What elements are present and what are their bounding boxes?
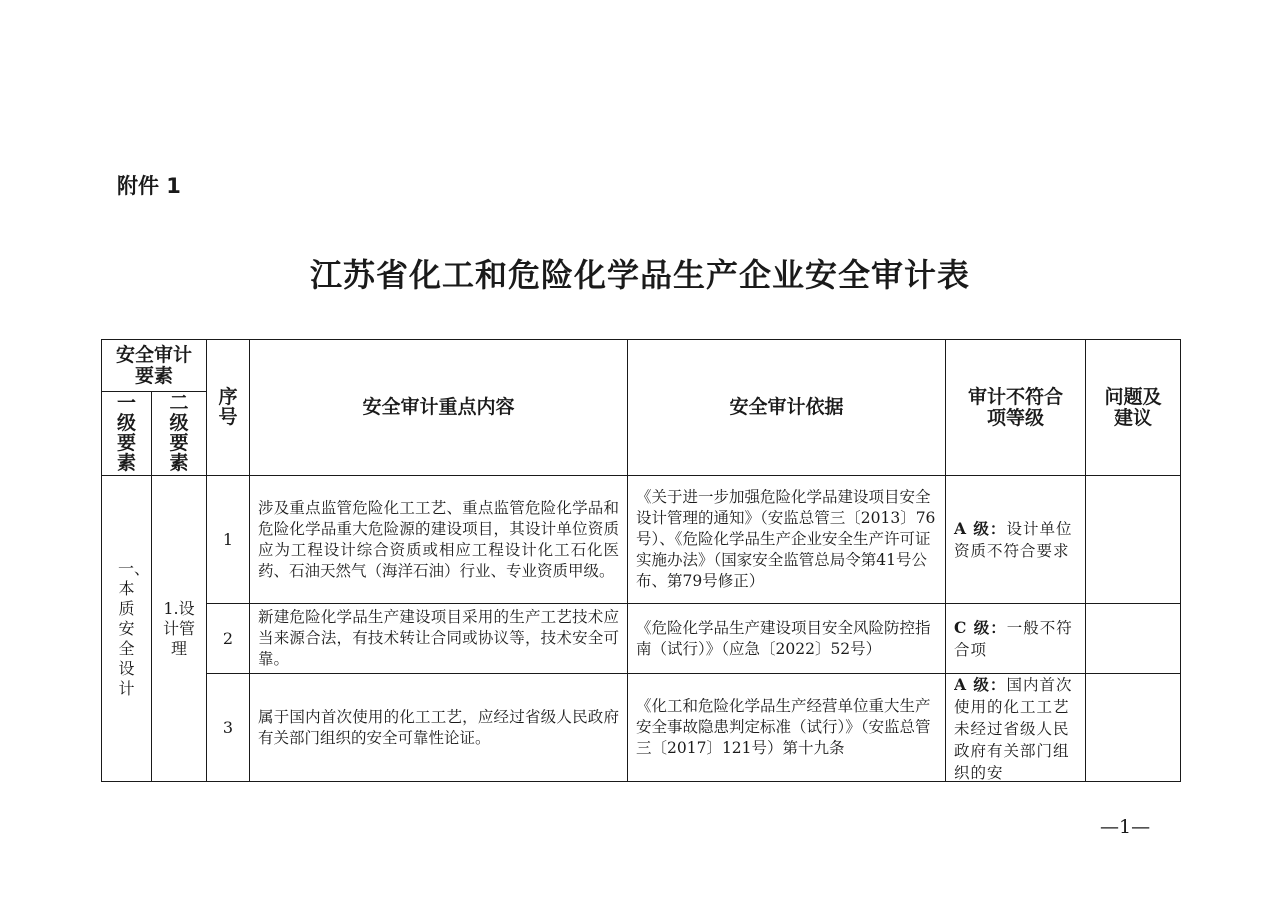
issues-cell [1086, 604, 1181, 674]
basis-cell: 《化工和危险化学品生产经营单位重大生产安全事故隐患判定标准（试行）》（安监总管三〔2017〕121号）第十九条 [628, 674, 946, 782]
grade-text: 一般不符合项 [954, 618, 1073, 659]
grade-label: A 级： [954, 675, 1007, 694]
basis-cell: 《危险化学品生产建设项目安全风险防控指南（试行）》（应急〔2022〕52号） [628, 604, 946, 674]
content-cell: 涉及重点监管危险化工工艺、重点监管危险化学品和危险化学品重大危险源的建设项目，其设计单位资质应为工程设计综合资质或相应工程设计化工石化医药、石油天然气（海洋石油）行业、专业资质甲级。 [250, 476, 628, 604]
header-level1: 一级要素 [102, 392, 152, 476]
header-seq: 序号 [207, 340, 250, 476]
document-title: 江苏省化工和危险化学品生产企业安全审计表 [309, 256, 970, 294]
seq-cell: 3 [207, 674, 250, 782]
issues-cell [1086, 674, 1181, 782]
grade-text: 国内首次使用的化工工艺未经过省级人民政府有关部门组织的安 [954, 676, 1073, 780]
table-row [102, 604, 1181, 674]
seq-cell: 1 [207, 476, 250, 604]
header-grade: 审计不符合项等级 [946, 340, 1086, 476]
header-basis: 安全审计依据 [628, 340, 946, 476]
content-cell: 属于国内首次使用的化工工艺，应经过省级人民政府有关部门组织的安全可靠性论证。 [250, 674, 628, 782]
table-row [102, 476, 1181, 604]
header-level2: 二级要素 [152, 392, 207, 476]
header-issues: 问题及建议 [1086, 340, 1181, 476]
grade-label: C 级： [954, 617, 1007, 637]
header-content: 安全审计重点内容 [250, 340, 628, 476]
audit-table [101, 339, 1181, 782]
grade-cell [946, 604, 1086, 674]
level1-cell: 一、本质安全设计 [102, 476, 152, 782]
basis-cell: 《关于进一步加强危险化学品建设项目安全设计管理的通知》（安监总管三〔2013〕76号）、《危险化学品生产企业安全生产许可证实施办法》（国家安全监管总局令第41号公布、第79号修正） [628, 476, 946, 604]
grade-text: 设计单位资质不符合要求 [954, 519, 1073, 560]
grade-cell [946, 476, 1086, 604]
level2-cell: 1.设计管理 [152, 476, 207, 782]
attachment-label: 附件 1 [117, 174, 181, 198]
page-number: —1— [1100, 816, 1151, 838]
grade-clip [954, 674, 1079, 780]
grade-cell [946, 674, 1086, 782]
grade-label: A 级： [954, 518, 1007, 538]
header-row-1 [102, 340, 1181, 392]
seq-cell: 2 [207, 604, 250, 674]
issues-cell [1086, 476, 1181, 604]
content-cell: 新建危险化学品生产建设项目采用的生产工艺技术应当来源合法，有技术转让合同或协议等，技术安全可靠。 [250, 604, 628, 674]
header-elements-group: 安全审计要素 [102, 340, 207, 392]
table-row [102, 674, 1181, 782]
